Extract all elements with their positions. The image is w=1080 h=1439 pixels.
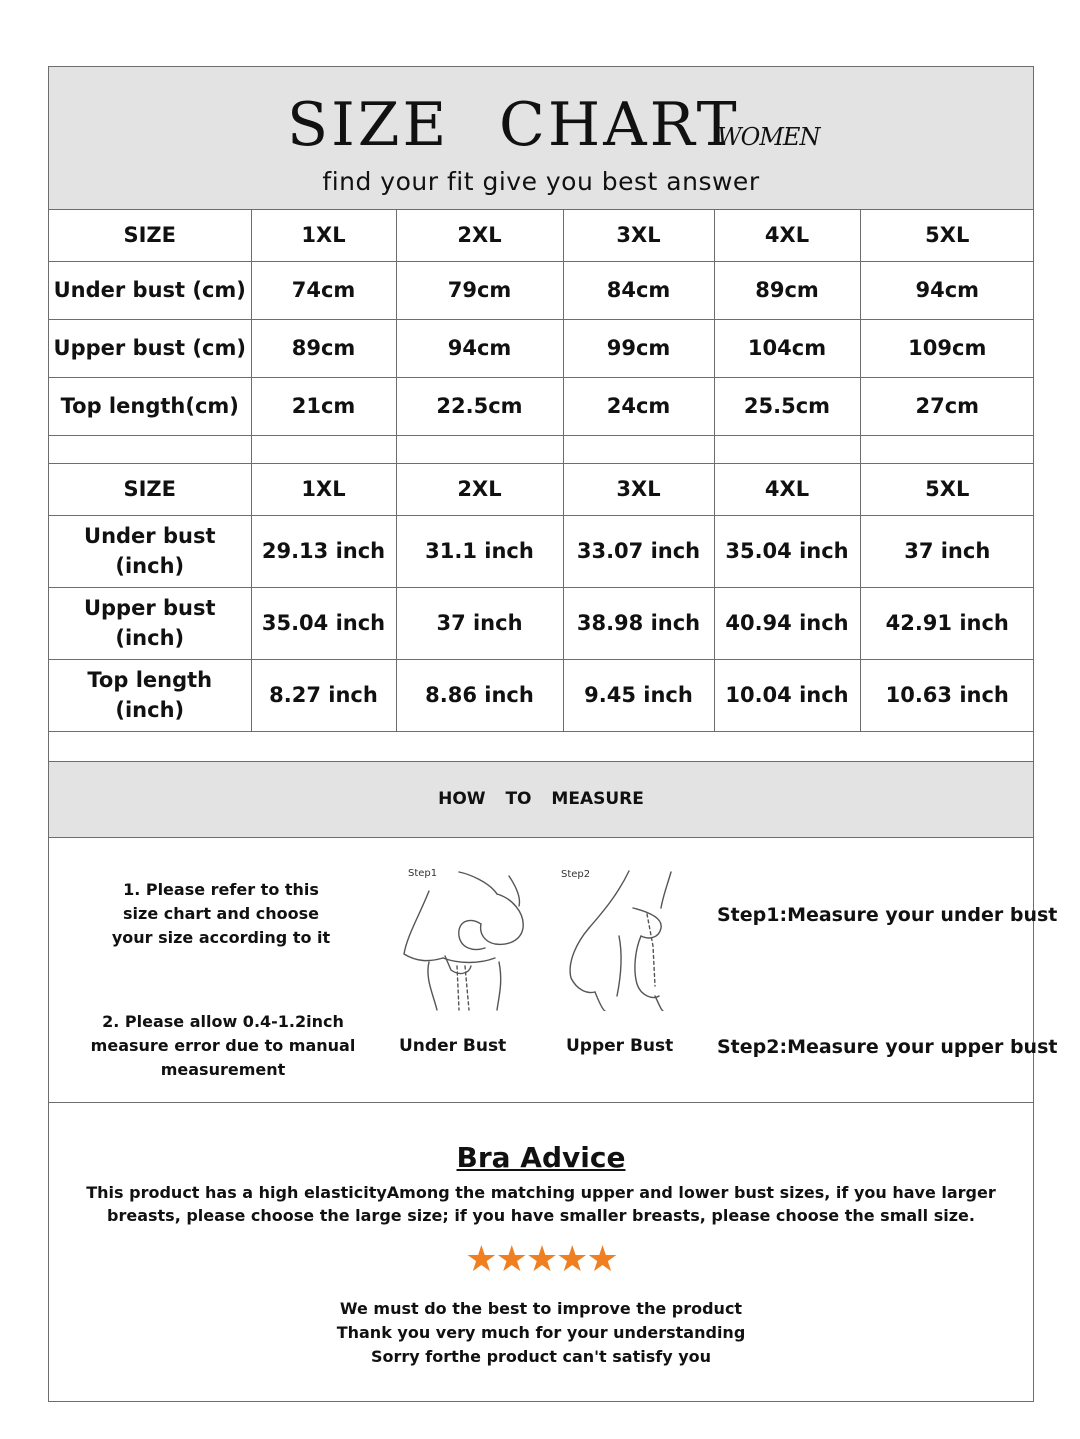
table-cell: 104cm bbox=[714, 319, 860, 377]
figure-caption-upper-bust: Upper Bust bbox=[566, 1036, 674, 1056]
star-icon: ★ bbox=[586, 1239, 617, 1280]
table-header-cell: 1XL bbox=[251, 210, 396, 261]
table-cell: 35.04 inch bbox=[251, 587, 396, 659]
table-cell: 27cm bbox=[860, 377, 1034, 435]
table-header-row bbox=[49, 463, 1034, 515]
cm-size-table bbox=[49, 210, 1034, 464]
subtitle: find your fit give you best answer bbox=[322, 167, 760, 196]
table-header-cell: SIZE bbox=[49, 210, 251, 261]
table-header-cell: 1XL bbox=[251, 463, 396, 515]
spacer-row bbox=[49, 435, 1034, 463]
thanks-message bbox=[49, 1297, 1033, 1369]
title-word-chart: CHART bbox=[499, 90, 740, 160]
measure-note-1: 1. Please refer to this size chart and choose your size according to it bbox=[111, 880, 331, 947]
step1-instruction: Step1:Measure your under bust bbox=[717, 904, 1058, 926]
figure-step2-label: Step2 bbox=[561, 869, 591, 880]
table-cell: 10.04 inch bbox=[714, 659, 860, 731]
table-header-cell: 2XL bbox=[396, 463, 563, 515]
table-cell: 37 inch bbox=[396, 587, 563, 659]
inch-size-table bbox=[49, 463, 1034, 732]
table-row bbox=[49, 319, 1034, 377]
star-icon: ★ bbox=[525, 1239, 557, 1280]
star-icon: ★ bbox=[556, 1239, 587, 1280]
table-header-cell: SIZE bbox=[49, 463, 251, 515]
table-header-cell: 3XL bbox=[563, 463, 714, 515]
table-cell: 8.27 inch bbox=[251, 659, 396, 731]
size-chart-frame bbox=[48, 66, 1058, 1402]
thanks-line-3: Sorry forthe product can't satisfy you bbox=[370, 1347, 712, 1366]
table-header-cell: 5XL bbox=[860, 210, 1034, 261]
title-word-size: SIZE bbox=[287, 90, 450, 160]
star-icon: ★ bbox=[465, 1239, 496, 1280]
table-header-cell: 4XL bbox=[714, 210, 860, 261]
bra-advice-text: This product has a high elasticityAmong the matching upper and lower bust sizes, if you have larger breasts, please choose the large size; if you have smaller breasts, please choose the small size. bbox=[86, 1183, 996, 1225]
table-cell: 9.45 inch bbox=[563, 659, 714, 731]
chart-header bbox=[49, 67, 1033, 210]
table-cell: 40.94 inch bbox=[714, 587, 860, 659]
thanks-line-1: We must do the best to improve the product bbox=[339, 1299, 743, 1318]
step2-instruction: Step2:Measure your upper bust bbox=[717, 1036, 1058, 1058]
table-row bbox=[49, 515, 1034, 587]
table-cell: 79cm bbox=[396, 261, 563, 319]
row-label: Upper bust (inch) bbox=[49, 587, 251, 659]
table-cell: 84cm bbox=[563, 261, 714, 319]
thanks-line-2: Thank you very much for your understanding bbox=[336, 1323, 746, 1342]
table-cell: 35.04 inch bbox=[714, 515, 860, 587]
table-cell: 33.07 inch bbox=[563, 515, 714, 587]
table-cell: 94cm bbox=[860, 261, 1034, 319]
table-cell: 89cm bbox=[251, 319, 396, 377]
figure-step1-label: Step1 bbox=[408, 868, 438, 879]
table-header-cell: 2XL bbox=[396, 210, 563, 261]
page-title bbox=[287, 91, 740, 159]
row-label: Under bust (inch) bbox=[49, 515, 251, 587]
title-tag: WOMEN bbox=[717, 123, 820, 151]
under-bust-figure-illustration bbox=[399, 866, 534, 1011]
table-cell: 21cm bbox=[251, 377, 396, 435]
table-cell: 94cm bbox=[396, 319, 563, 377]
table-cell: 29.13 inch bbox=[251, 515, 396, 587]
star-icon: ★ bbox=[495, 1239, 526, 1280]
row-label: Top length(cm) bbox=[49, 377, 251, 435]
bra-advice-section bbox=[49, 1103, 1033, 1401]
row-label: Under bust (cm) bbox=[49, 261, 251, 319]
row-label: Top length (inch) bbox=[49, 659, 251, 731]
how-to-measure-bar: HOW TO MEASURE bbox=[49, 761, 1033, 838]
table-row bbox=[49, 377, 1034, 435]
table-header-cell: 5XL bbox=[860, 463, 1034, 515]
table-cell: 38.98 inch bbox=[563, 587, 714, 659]
measure-note-2: 2. Please allow 0.4-1.2inch measure error due to manual measurement bbox=[90, 1012, 356, 1079]
table-cell: 74cm bbox=[251, 261, 396, 319]
table-cell: 99cm bbox=[563, 319, 714, 377]
table-cell: 37 inch bbox=[860, 515, 1034, 587]
table-header-row bbox=[49, 210, 1034, 261]
table-row bbox=[49, 659, 1034, 731]
upper-bust-figure-illustration bbox=[559, 866, 684, 1011]
table-header-cell: 3XL bbox=[563, 210, 714, 261]
table-cell: 31.1 inch bbox=[396, 515, 563, 587]
table-cell: 25.5cm bbox=[714, 377, 860, 435]
table-header-cell: 4XL bbox=[714, 463, 860, 515]
table-cell: 24cm bbox=[563, 377, 714, 435]
table-cell: 8.86 inch bbox=[396, 659, 563, 731]
how-to-measure-section bbox=[49, 838, 1058, 1103]
table-cell: 89cm bbox=[714, 261, 860, 319]
table-cell: 109cm bbox=[860, 319, 1034, 377]
table-cell: 10.63 inch bbox=[860, 659, 1034, 731]
table-row bbox=[49, 587, 1034, 659]
bra-advice-title: Bra Advice bbox=[456, 1141, 626, 1174]
rating-stars bbox=[49, 1239, 1033, 1280]
table-cell: 22.5cm bbox=[396, 377, 563, 435]
table-cell: 42.91 inch bbox=[860, 587, 1034, 659]
figure-caption-under-bust: Under Bust bbox=[399, 1036, 507, 1056]
row-label: Upper bust (cm) bbox=[49, 319, 251, 377]
table-row bbox=[49, 261, 1034, 319]
